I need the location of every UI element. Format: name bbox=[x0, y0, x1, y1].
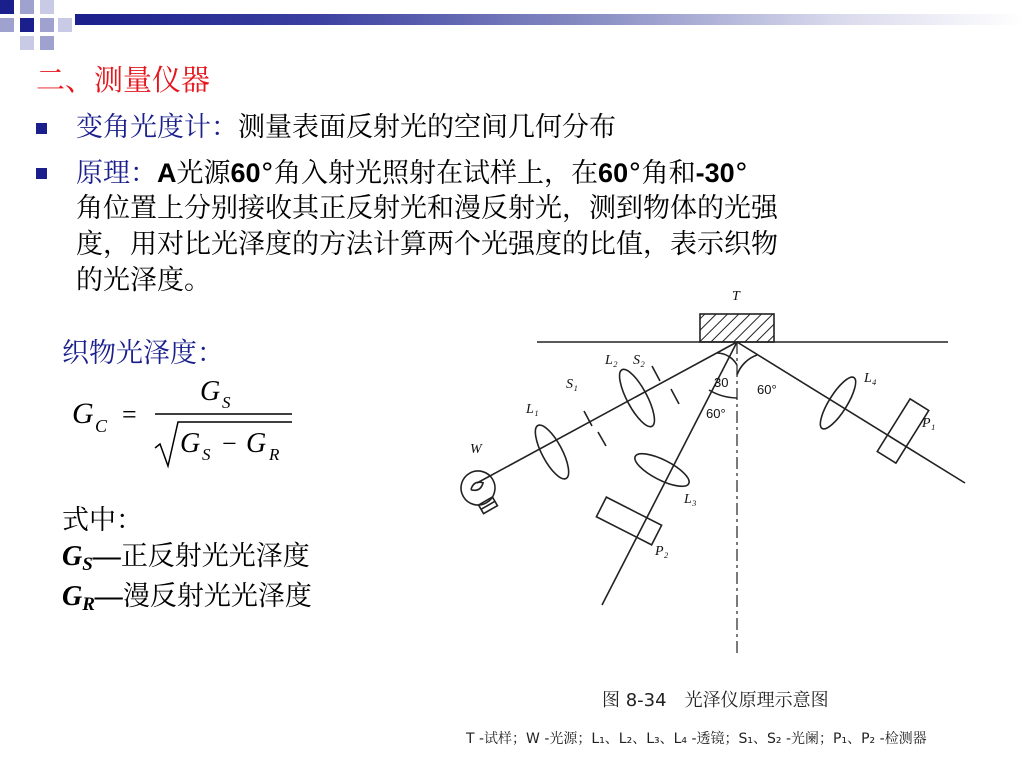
def-symbol: G bbox=[62, 541, 83, 572]
stop-s2 bbox=[652, 366, 660, 381]
label-s1: S₁ bbox=[566, 377, 578, 392]
stop-s2 bbox=[671, 389, 679, 404]
figure-legend: T -试样；W -光源；L₁、L₂、L₃、L₄ -透镜；S₁、S₂ -光阑；P₁、P₂ -检测器 bbox=[466, 731, 927, 747]
principle-line: 角位置上分别接收其正反射光和漫反射光，测到物体的光强 bbox=[76, 193, 778, 224]
detector-p2 bbox=[596, 497, 661, 545]
def-symbol: G bbox=[62, 581, 83, 612]
angle-60-right-label: 60° bbox=[757, 382, 777, 397]
def-subscript: S bbox=[82, 554, 93, 575]
text-fragment: °角和 bbox=[628, 158, 696, 189]
definition-gr bbox=[62, 580, 312, 622]
sample-block bbox=[700, 314, 774, 342]
def-text: 正反射光光泽度 bbox=[120, 541, 310, 572]
lamp-w-icon bbox=[455, 465, 505, 518]
bullet-goniophotometer bbox=[36, 110, 976, 146]
def-subscript: R bbox=[82, 594, 95, 615]
def-dash: — bbox=[94, 581, 123, 612]
formula-numerator-sub: S bbox=[222, 393, 231, 412]
formula-den-gs-sub: S bbox=[202, 445, 211, 464]
formula-lhs: G bbox=[72, 397, 94, 430]
label-l3: L₃ bbox=[684, 492, 697, 507]
definition-gs bbox=[62, 540, 310, 582]
formula-equals: = bbox=[122, 400, 137, 429]
formula-lhs-sub: C bbox=[95, 416, 108, 436]
formula-minus: − bbox=[222, 429, 237, 458]
lens-l4 bbox=[814, 373, 861, 433]
stop-s1 bbox=[598, 432, 606, 446]
label-p1: P₁ bbox=[922, 416, 936, 431]
bullet-label: 原理： bbox=[76, 158, 157, 189]
lens-l1 bbox=[529, 421, 575, 483]
formula-den-gs: G bbox=[180, 428, 201, 459]
def-text: 漫反射光光泽度 bbox=[122, 581, 312, 612]
lens-l2 bbox=[613, 365, 661, 431]
section-heading: 二、测量仪器 bbox=[36, 63, 211, 97]
text-fragment: ° bbox=[734, 158, 749, 189]
header-rule bbox=[75, 14, 1024, 25]
label-p2: P₂ bbox=[655, 544, 669, 559]
bullet-square-icon bbox=[36, 168, 47, 179]
principle-line: 度，用对比光泽度的方法计算两个光强度的比值，表示织物 bbox=[76, 229, 778, 260]
formula-numerator: G bbox=[200, 376, 221, 407]
bullet-label: 变角光度计： bbox=[76, 112, 238, 143]
lens-l3 bbox=[631, 447, 694, 492]
gloss-label: 织物光泽度： bbox=[62, 338, 224, 369]
def-dash: — bbox=[92, 541, 121, 572]
label-w: W bbox=[470, 442, 482, 457]
label-s2: S₂ bbox=[633, 353, 645, 368]
where-label: 式中： bbox=[62, 505, 143, 536]
text-fragment: 光源 bbox=[176, 158, 231, 189]
corner-squares-icon bbox=[0, 0, 80, 60]
principle-line: 的光泽度。 bbox=[76, 265, 211, 296]
slide-decoration bbox=[0, 0, 1024, 60]
text-fragment: 60 bbox=[598, 158, 629, 188]
angle-arc bbox=[737, 355, 757, 375]
label-t: T bbox=[732, 289, 740, 304]
bullet-square-icon bbox=[36, 123, 47, 134]
gloss-meter-diagram bbox=[430, 280, 1024, 690]
angle-30-label: 30 bbox=[714, 375, 729, 390]
formula-den-gr-sub: R bbox=[269, 445, 280, 464]
label-l2: L₂ bbox=[605, 353, 618, 368]
label-l1: L₁ bbox=[526, 402, 539, 417]
bullet-text: 测量表面反射光的空间几何分布 bbox=[238, 112, 616, 143]
text-fragment: -30 bbox=[695, 158, 735, 188]
bullet-principle bbox=[36, 155, 976, 191]
detector-p1 bbox=[877, 399, 929, 463]
text-fragment: 60 bbox=[230, 158, 261, 188]
gloss-formula bbox=[62, 368, 322, 478]
formula-den-gr: G bbox=[246, 428, 267, 459]
label-l4: L₄ bbox=[864, 371, 877, 386]
specular-ray bbox=[737, 342, 965, 483]
text-fragment: °角入射光照射在试样上，在 bbox=[260, 158, 599, 189]
angle-arc bbox=[709, 390, 737, 398]
figure-caption: 图 8-34 光泽仪原理示意图 bbox=[602, 690, 829, 711]
text-fragment: A bbox=[157, 158, 177, 188]
angle-60-left-label: 60° bbox=[706, 406, 726, 421]
